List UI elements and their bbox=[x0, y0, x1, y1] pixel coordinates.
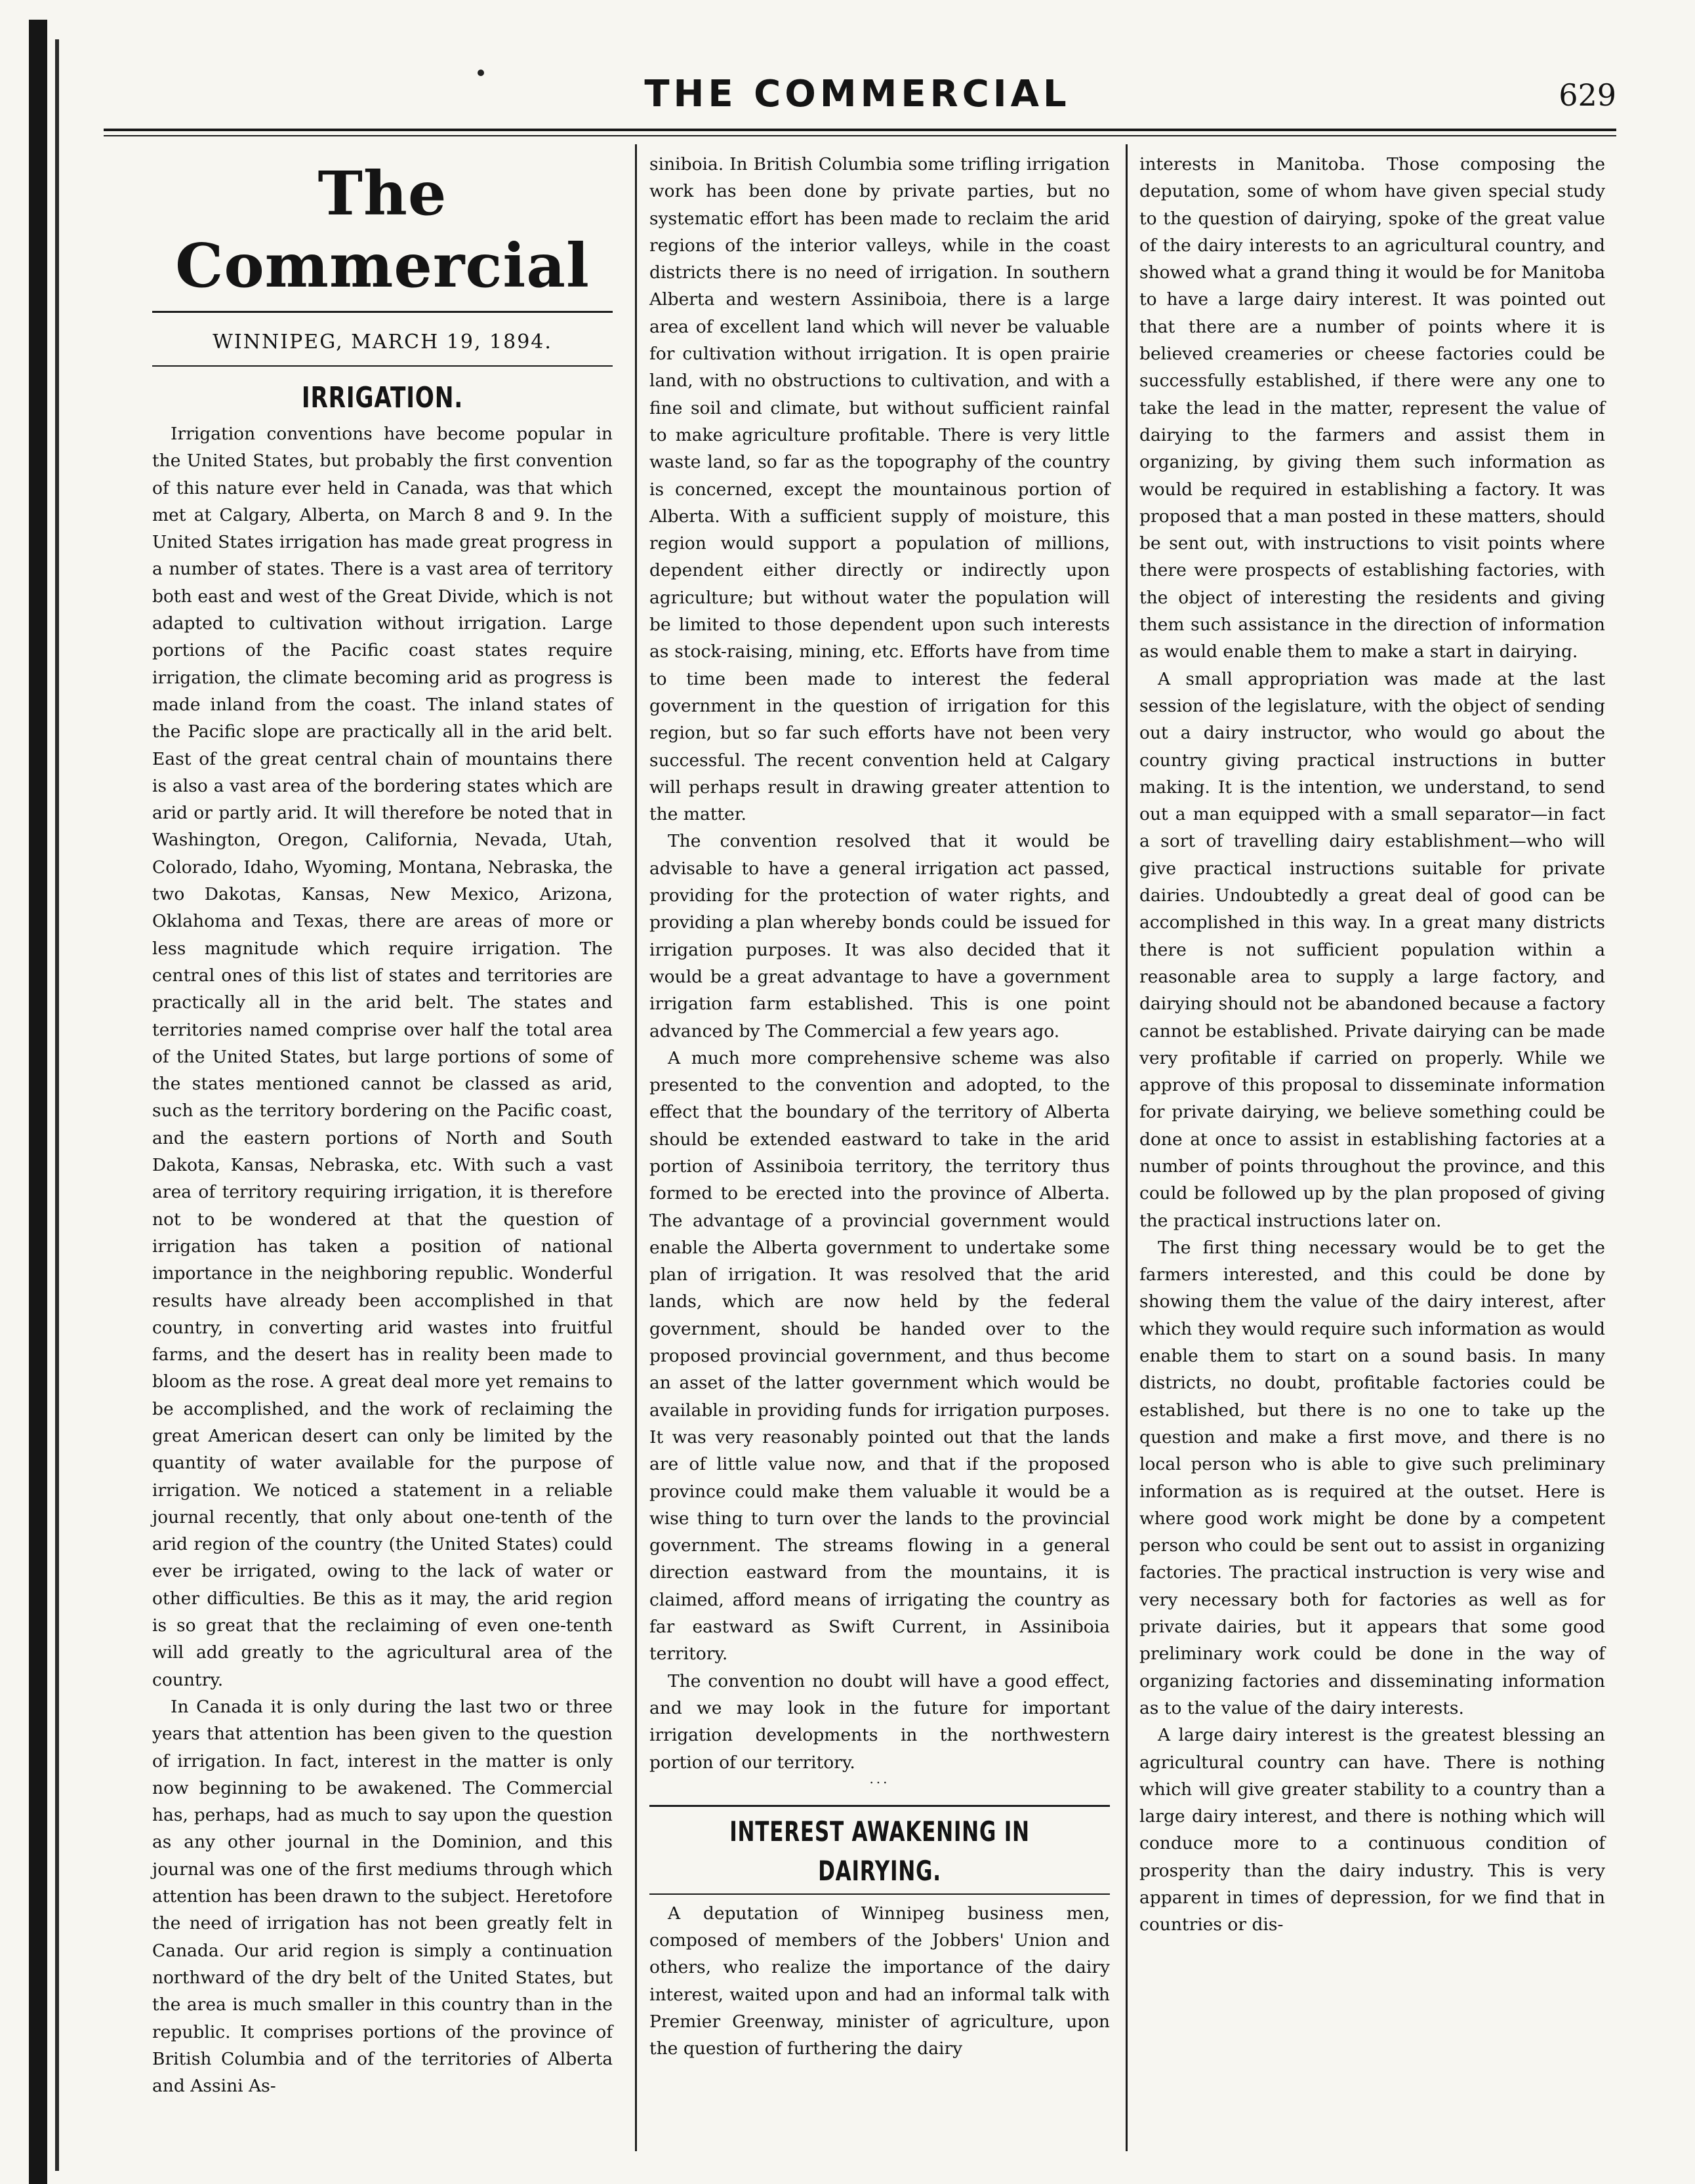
page-number: 629 bbox=[1559, 77, 1616, 113]
irrigation-paragraph: In Canada it is only during the last two or three years that attention has been given to the question of irrigation. In fact, interest in the matter is only now beginning to be awakened. The Commercial has, perhaps, had as much to say upon the question as any other journal in the Dominion, and this journal was one of the first mediums through which attention has been drawn to the subject. Heretofore the need of irrigation has not been greatly felt in Canada. Our arid region is simply a continuation northward of the dry belt of the United States, but the area is much smaller in this country than in the republic. It comprises portions of the province of British Columbia and of the territories of Alberta and Assini As- bbox=[152, 1696, 613, 2097]
running-head bbox=[98, 73, 1616, 119]
header-rule-thin bbox=[104, 135, 1616, 136]
dairying-paragraph-continued: interests in Manitoba. Those composing the deputation, some of whom have given special study to the question of dairying, spoke of the great value of the dairy interests to an agricultural country, and showed what a grand thing it would be for Manitoba to have a large dairy interest. It was pointed out that there are a number of points where it is believed creameries or cheese factories could be successfully established, if there were any one to take the lead in the matter, represent the value of dairying to the farmers and assist them in organizing, by giving them such information as would be required in establishing a factory. It was proposed that a man posted in these matters, should be sent out, with instructions to visit points where there were prospects of establishing factories, with the object of interesting the residents and giving them such assistance in the direction of information as would enable them to make a start in dairying. bbox=[1139, 154, 1605, 662]
column-2 bbox=[649, 151, 1110, 2063]
dairying-paragraph: A small appropriation was made at the last session of the legislature, with the object of sending out a dairy instructor, who would go about the country giving practical instructions in butter making. It is the intention, we understand, to send out a man equipped with a small separator—in fact a sort of travelling dairy establishment—who will give practical instructions suitable for private dairies. Undoubtedly a great deal of good can be accomplished in this way. In a great many districts there is not sufficient population within a reasonable area to supply a large factory, and dairying should not be abandoned because a factory cannot be established. Private dairying can be made very profitable if carried on properly. While we approve of this proposal to disseminate information for private dairying, we believe something could be done at once to assist in establishing factories at a number of points throughout the province, and this could be followed up by the plan proposed of giving the practical instructions later on. bbox=[1139, 668, 1605, 1231]
binding-shadow bbox=[55, 39, 59, 2171]
irrigation-paragraph: The convention resolved that it would be advisable to have a general irrigation act passed, providing for the protection of water rights, and providing a plan whereby bonds could be issued for irrigation purposes. It was also decided that it would be a great advantage to have a government irrigation farm established. This is one point advanced by The Commercial a few years ago. bbox=[649, 831, 1110, 1041]
dairying-paragraph: A large dairy interest is the greatest blessing an agricultural country can have. There is nothing which will give greater stability to a country than a large dairy interest, and there is nothing which will conduce more to a continuous condition of prosperity than the dairy industry. This is very apparent in times of depression, for we find that in countries or dis- bbox=[1139, 1725, 1605, 1935]
dairying-paragraph: The first thing necessary would be to get the farmers interested, and this could be done by showing them the value of the dairy interest, after which they would require such information as would enable them to start on a sound basis. In many districts, no doubt, profitable factories could be established, but there is no one to take up the question and make a first move, and there is no local person who is able to give such preliminary information as is required at the outset. Here is where good work might be done by a competent person who could be sent out to assist in organizing factories. The practical instruction is very wise and very necessary both for factories as well as for private dairies, but it appears that some good preliminary work could be done in the way of organizing factories and disseminating information as to the value of the dairy interests. bbox=[1139, 1237, 1605, 1718]
column-rule bbox=[635, 144, 637, 2151]
irrigation-paragraph: A much more comprehensive scheme was also presented to the convention and adopted, to the effect that the boundary of the territory of Alberta should be extended eastward to take in the arid portion of Assiniboia territory, the territory thus formed to be erected into the province of Alberta. The advantage of a provincial government would enable the Alberta government to undertake some plan of irrigation. It was resolved that the arid lands, which are now held by the federal government, should be handed over to the proposed provincial government, and thus become an asset of the latter government which would be available in providing funds for irrigation purposes. It was very reasonably pointed out that the lands are of little value now, and that if the proposed province could make them valuable it would be a wise thing to turn over the lands to the provincial government. The streams flowing in a general direction eastward from the mountains, it is claimed, afford means of irrigating the country as far eastward as Swift Current, in Assiniboia territory. bbox=[649, 1047, 1110, 1665]
running-title: THE COMMERCIAL bbox=[644, 73, 1071, 115]
irrigation-heading: IRRIGATION. bbox=[301, 381, 464, 415]
column-3 bbox=[1139, 151, 1605, 1939]
irrigation-paragraph-continued: siniboia. In British Columbia some trifling irrigation work has been done by private parties, but no systematic effort has been made to reclaim the arid regions of the interior valleys, while in the coast districts there is no need of irrigation. In southern Alberta and western Assiniboia, there is a large area of excellent land which will never be valuable for cultivation without irrigation. It is open prairie land, with no obstructions to cultivation, and with a fine soil and climate, but without sufficient rainfal to make agriculture profitable. There is very little waste land, so far as the topography of the country is concerned, except the mountainous portion of Alberta. With a sufficient supply of moisture, this region would support a population of millions, dependent either directly or indirectly upon agriculture; but without water the population will be limited to those dependent upon such interests as stock-raising, mining, etc. Efforts have from time to time been made to interest the federal government in the question of irrigation for this region, but so far such efforts have not been very successful. The recent convention held at Calgary will perhaps result in drawing greater attention to the matter. bbox=[649, 154, 1110, 825]
section-rule bbox=[649, 1805, 1110, 1807]
dairying-paragraph: A deputation of Winnipeg business men, composed of members of the Jobbers' Union and others, who realize the importance of the dairy interest, waited upon and had an informal talk with Premier Greenway, minister of agriculture, upon the question of furthering the dairy bbox=[649, 1903, 1110, 2059]
irrigation-paragraph: Irrigation conventions have become popular in the United States, but probably the first convention of this nature ever held in Canada, was that which met at Calgary, Alberta, on March 8 and 9. In the United States irrigation has made great progress in a number of states. There is a vast area of territory both east and west of the Great Divide, which is not adapted to cultivation without irrigation. Large portions of the Pacific coast states require irrigation, the climate becoming arid as progress is made inland from the coast. The inland states of the Pacific slope are practically all in the arid belt. East of the great central chain of mountains there is also a vast area of the bordering states which are arid or partly arid. It will therefore be noted that in Washington, Oregon, California, Nevada, Utah, Colorado, Idaho, Wyoming, Montana, Nebraska, the two Dakotas, Kansas, New Mexico, Arizona, Oklahoma and Texas, there are areas of more or less magnitude which require irrigation. The central ones of this list of states and territories are practically all in the arid belt. The states and territories named comprise over half the total area of the United States, but large portions of some of the states mentioned cannot be classed as arid, such as the territory bordering on the Pacific coast, and the eastern portions of North and South Dakota, Kansas, Nebraska, etc. With such a vast area of territory requiring irrigation, it is therefore not to be wondered at that the question of irrigation has taken a position of national importance in the neighboring republic. Wonderful results have already been accomplished in that country, in converting arid wastes into fruitful farms, and the desert has in reality been made to bloom as the rose. A great deal more yet remains to be accomplished, and the work of reclaiming the great American desert can only be limited by the quantity of water available for the purpose of irrigation. We noticed a statement in a reliable journal recently, that only about one-tenth of the arid region of the country (the United States) could ever be irrigated, owing to the lack of water or other difficulties. Be this as it may, the arid region is so great that the reclaiming of even one-tenth will add greatly to the agricultural area of the country. bbox=[152, 424, 613, 1690]
section-rule bbox=[649, 1893, 1110, 1895]
dateline: WINNIPEG, MARCH 19, 1894. bbox=[213, 331, 552, 354]
header-rule bbox=[104, 129, 1616, 131]
column-1 bbox=[152, 157, 613, 2099]
column-rule bbox=[1126, 144, 1128, 2151]
dateline-rule bbox=[152, 365, 613, 367]
binding-edge bbox=[29, 20, 47, 2184]
irrigation-paragraph: The convention no doubt will have a good effect, and we may look in the future for important irrigation developments in the northwestern portion of our territory. bbox=[649, 1670, 1110, 1773]
end-mark: ... bbox=[869, 1770, 890, 1787]
masthead-title: The Commercial bbox=[175, 158, 590, 301]
dairying-heading: INTEREST AWAKENING IN DAIRYING. bbox=[729, 1815, 1030, 1887]
masthead-rule bbox=[152, 311, 613, 313]
